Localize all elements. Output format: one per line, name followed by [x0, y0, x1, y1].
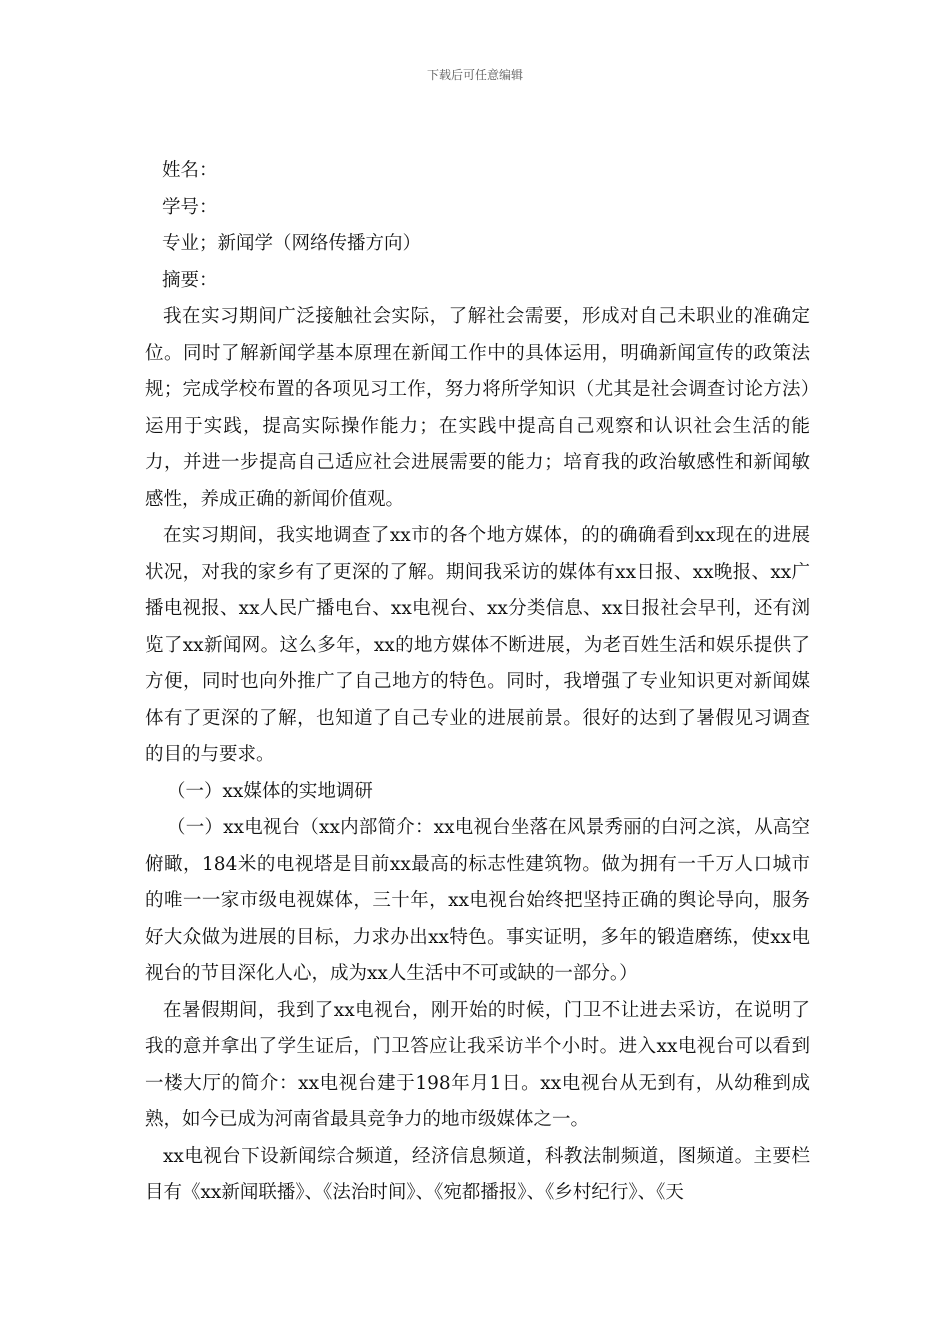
student-id-field: 学号： [162, 196, 218, 218]
tv-station-intro-paragraph: （一）xx电视台（xx内部简介：xx电视台坐落在风景秀丽的白河之滨，从高空俯瞰，184米的电视塔是目前xx最高的标志性建筑物。做为拥有一千万人口城市的唯一一家市级电视媒体，三十年，xx电视台始终把坚持正确的舆论导向，服务好大众做为进展的目标，力求办出xx特色。事实证明，多年的锻造磨练，使xx电视台的节目深化人心，成为xx人生活中不可或缺的一部分。） [145, 817, 810, 984]
document-body [145, 153, 810, 1212]
major-field: 专业；新闻学（网络传播方向） [162, 233, 422, 254]
internship-paragraph: 在实习期间，我实地调查了xx市的各个地方媒体，的的确确看到xx现在的进展状况，对我的家乡有了更深的了解。期间我采访的媒体有xx日报、xx晚报、xx广播电视报、xx人民广播电台、xx电视台、xx分类信息、xx日报社会早刊，还有浏览了xx新闻网。这么多年，xx的地方媒体不断进展，为老百姓生活和娱乐提供了方便，同时也向外推广了自己地方的特色。同时，我增强了专业知识更对新闻媒体有了更深的了解，也知道了自己专业的进展前景。很好的达到了暑假见习调查的目的与要求。 [145, 525, 810, 765]
visit-paragraph: 在暑假期间，我到了xx电视台，刚开始的时候，门卫不让进去采访，在说明了我的意并拿出了学生证后，门卫答应让我采访半个小时。进入xx电视台可以看到一楼大厅的简介：xx电视台建于198年月1日。xx电视台从无到有，从幼稚到成熟，如今已成为河南省最具竞争力的地市级媒体之一。 [145, 999, 810, 1130]
abstract-paragraph: 我在实习期间广泛接触社会实际，了解社会需要，形成对自己未职业的准确定位。同时了解新闻学基本原理在新闻工作中的具体运用，明确新闻宣传的政策法规；完成学校布置的各项见习工作，努力将所学知识（尤其是社会调查讨论方法）运用于实践，提高实际操作能力；在实践中提高自己观察和认识社会生活的能力，并进一步提高自己适应社会进展需要的能力；培育我的政治敏感性和新闻敏感性，养成正确的新闻价值观。 [145, 306, 810, 510]
channels-paragraph: xx电视台下设新闻综合频道，经济信息频道，科教法制频道，图频道。主要栏目有《xx新闻联播》、《法治时间》、《宛都播报》、《乡村纪行》、《天 [145, 1145, 810, 1203]
abstract-label: 摘要： [162, 269, 218, 291]
section-heading: （一）xx媒体的实地调研 [167, 780, 373, 802]
page-header: 下载后可任意编辑 [426, 68, 523, 82]
name-field: 姓名： [162, 160, 218, 181]
